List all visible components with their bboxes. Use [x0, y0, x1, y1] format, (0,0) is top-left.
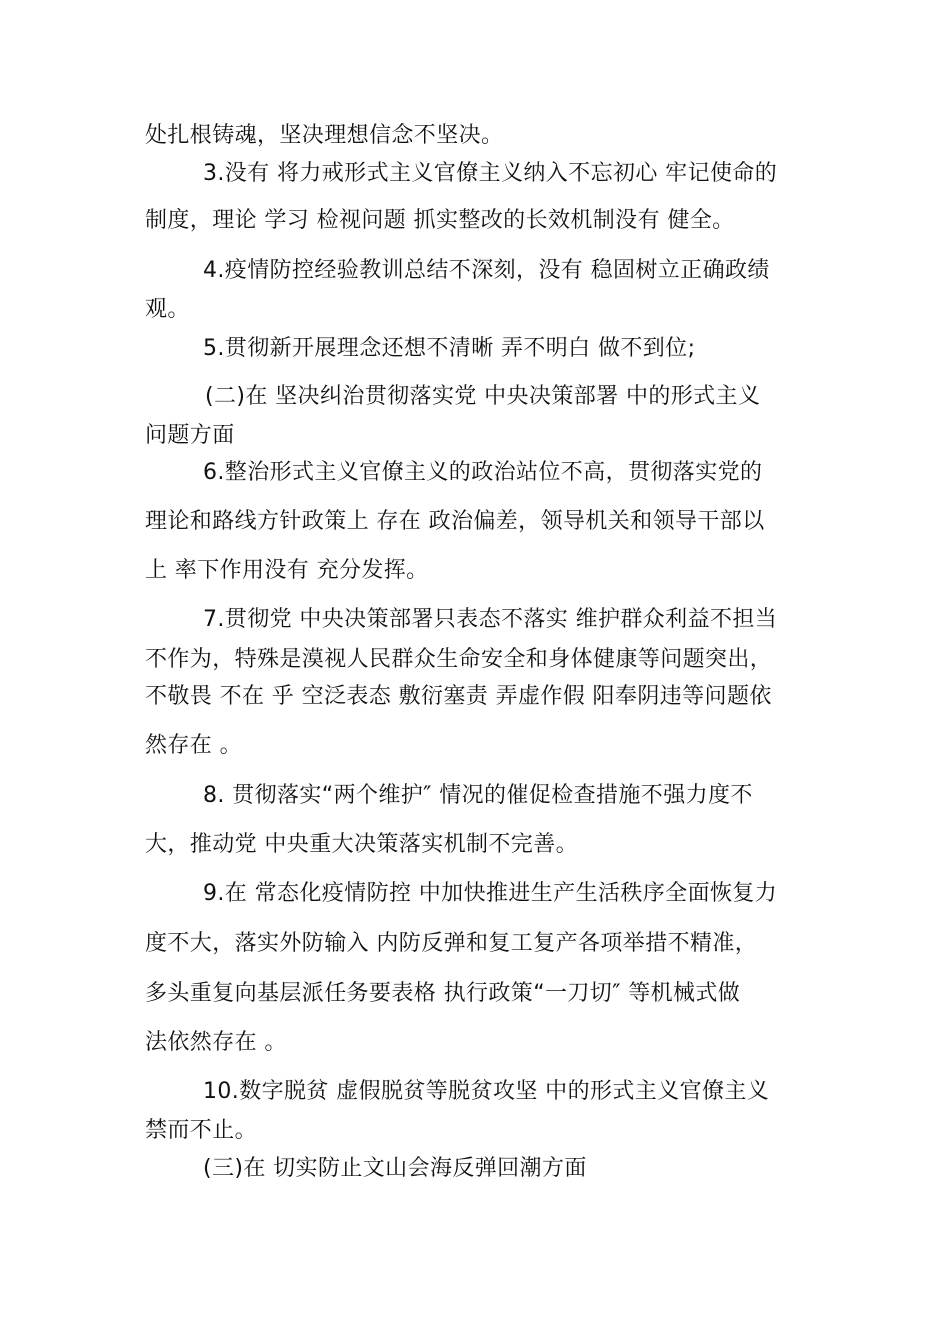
- paragraph-line: 制度，理论 学习 检视问题 抓实整改的长效机制没有 健全。: [145, 208, 735, 233]
- paragraph-line: 理论和路线方针政策上 存在 政治偏差，领导机关和领导干部以: [145, 509, 765, 534]
- paragraph-line: 度不大，落实外防输入 内防反弹和复工复产各项举措不精准，: [145, 931, 758, 956]
- paragraph-line: 禁而不止。: [145, 1118, 258, 1143]
- paragraph-line: 8. 贯彻落实“两个维护″ 情况的催促检查措施不强力度不: [203, 783, 753, 808]
- paragraph-line: 5.贯彻新开展理念还想不清晰 弄不明白 做不到位;: [203, 336, 696, 361]
- paragraph-line: 9.在 常态化疫情防控 中加快推进生产生活秩序全面恢复力: [203, 881, 778, 906]
- paragraph-line: 不敬畏 不在 乎 空泛表态 敷衍塞责 弄虚作假 阳奉阴违等问题依: [145, 684, 772, 709]
- section-heading: (三)在 切实防止文山会海反弹回潮方面: [203, 1156, 587, 1181]
- paragraph-line: 7.贯彻党 中央决策部署只表态不落实 维护群众利益不担当: [203, 607, 778, 632]
- paragraph-line: 多头重复向基层派任务要表格 执行政策“一刀切″ 等机械式做: [145, 981, 741, 1006]
- paragraph-line: 大，推动党 中央重大决策落实机制不完善。: [145, 832, 578, 857]
- section-heading: (二)在 坚决纠治贯彻落实党 中央决策部署 中的形式主义: [205, 384, 761, 409]
- paragraph-line: 观。: [145, 297, 190, 322]
- paragraph-line: 处扎根铸魂，坚决理想信念不坚决。: [145, 123, 504, 148]
- paragraph-line: 6.整治形式主义官僚主义的政治站位不高，贯彻落实党的: [203, 460, 763, 485]
- paragraph-line: 不作为，特殊是漠视人民群众生命安全和身体健康等问题突出，: [145, 647, 773, 672]
- paragraph-line: 4.疫情防控经验教训总结不深刻，没有 稳固树立正确政绩: [203, 258, 770, 283]
- paragraph-line: 然存在 。: [145, 733, 242, 758]
- paragraph-line: 法依然存在 。: [145, 1030, 287, 1055]
- paragraph-line: 10.数字脱贫 虚假脱贫等脱贫攻坚 中的形式主义官僚主义: [203, 1079, 770, 1104]
- paragraph-line: 3.没有 将力戒形式主义官僚主义纳入不忘初心 牢记使命的: [203, 161, 778, 186]
- section-heading: 问题方面: [145, 423, 235, 448]
- paragraph-line: 上 率下作用没有 充分发挥。: [145, 558, 429, 583]
